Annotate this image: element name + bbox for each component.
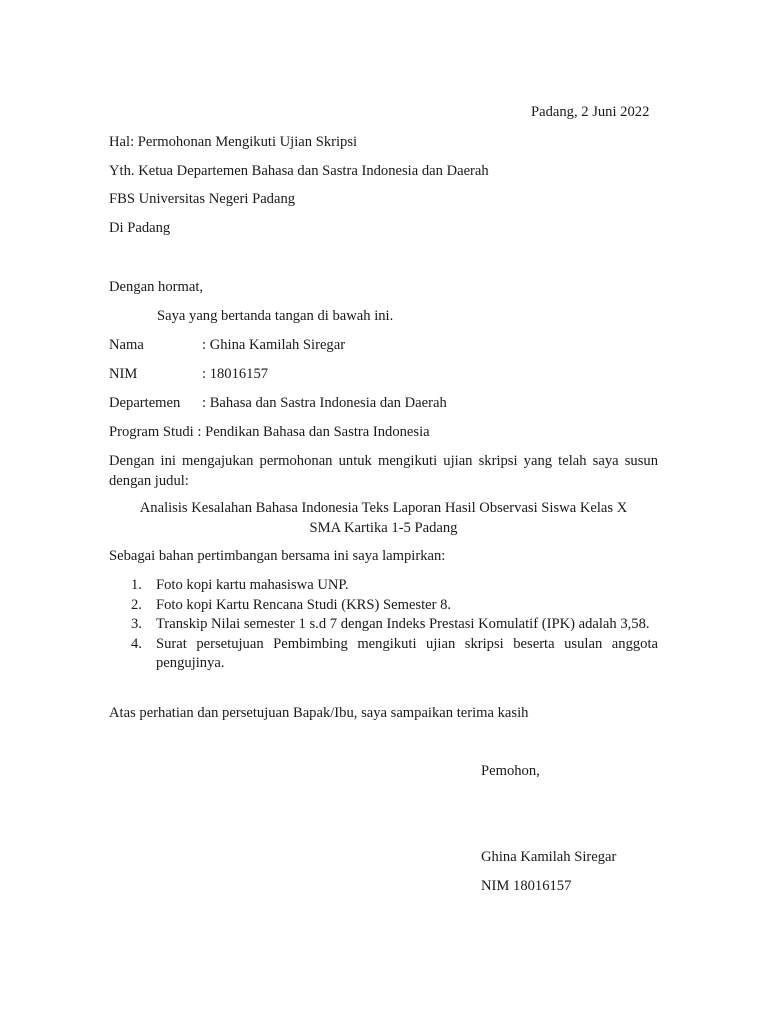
signature-name: Ghina Kamilah Siregar [481, 849, 617, 865]
attachments-intro: Sebagai bahan pertimbangan bersama ini saya lampirkan: [109, 548, 446, 564]
list-text: Transkip Nilai semester 1 s.d 7 dengan Indeks Prestasi Komulatif (IPK) adalah 3,58. [156, 616, 650, 632]
identity-row-department [109, 393, 447, 413]
request-paragraph: Dengan ini mengajukan permohonan untuk mengikuti ujian skripsi yang telah saya susun dengan judul: [109, 453, 658, 489]
identity-label: Departemen [109, 395, 181, 411]
subject-line: Hal: Permohonan Mengikuti Ujian Skripsi [109, 134, 358, 150]
identity-label: NIM [109, 366, 138, 382]
thesis-title [109, 498, 658, 538]
identity-row-nim [109, 364, 268, 384]
opening-sentence: Saya yang bertanda tangan di bawah ini. [157, 308, 394, 324]
thesis-title-line-1: Analisis Kesalahan Bahasa Indonesia Teks Laporan Hasil Observasi Siswa Kelas X [139, 500, 628, 516]
list-number: 3. [131, 616, 142, 632]
identity-value: : Pendikan Bahasa dan Sastra Indonesia [197, 424, 430, 440]
identity-value: : 18016157 [202, 366, 269, 382]
list-number: 4. [131, 635, 142, 652]
list-item [109, 576, 658, 596]
signature-nim: NIM 18016157 [481, 878, 572, 894]
signature-label: Pemohon, [481, 763, 540, 779]
list-number: 1. [131, 577, 142, 593]
identity-value: : Bahasa dan Sastra Indonesia dan Daerah [202, 395, 447, 411]
list-item [109, 635, 658, 674]
thesis-title-line-2: SMA Kartika 1-5 Padang [309, 520, 458, 536]
greeting: Dengan hormat, [109, 279, 204, 295]
identity-label: Nama [109, 337, 144, 353]
closing-sentence: Atas perhatian dan persetujuan Bapak/Ibu, saya sampaikan terima kasih [109, 705, 529, 721]
identity-value: : Ghina Kamilah Siregar [202, 337, 346, 353]
list-item [109, 596, 658, 616]
attachments-list [109, 576, 658, 674]
identity-row-name [109, 335, 345, 355]
recipient-line-1: Yth. Ketua Departemen Bahasa dan Sastra Indonesia dan Daerah [109, 163, 489, 179]
identity-row-program [109, 422, 430, 442]
list-text: Surat persetujuan Pembimbing mengikuti ujian skripsi beserta usulan anggota pengujinya. [156, 635, 658, 671]
list-text: Foto kopi Kartu Rencana Studi (KRS) Semester 8. [156, 596, 452, 613]
list-text: Foto kopi kartu mahasiswa UNP. [156, 577, 349, 593]
place-date: Padang, 2 Juni 2022 [531, 104, 650, 120]
recipient-line-2: FBS Universitas Negeri Padang [109, 191, 296, 207]
identity-label: Program Studi [109, 424, 194, 440]
recipient-line-3: Di Padang [109, 220, 171, 236]
list-item [109, 615, 658, 635]
list-number: 2. [131, 596, 142, 613]
